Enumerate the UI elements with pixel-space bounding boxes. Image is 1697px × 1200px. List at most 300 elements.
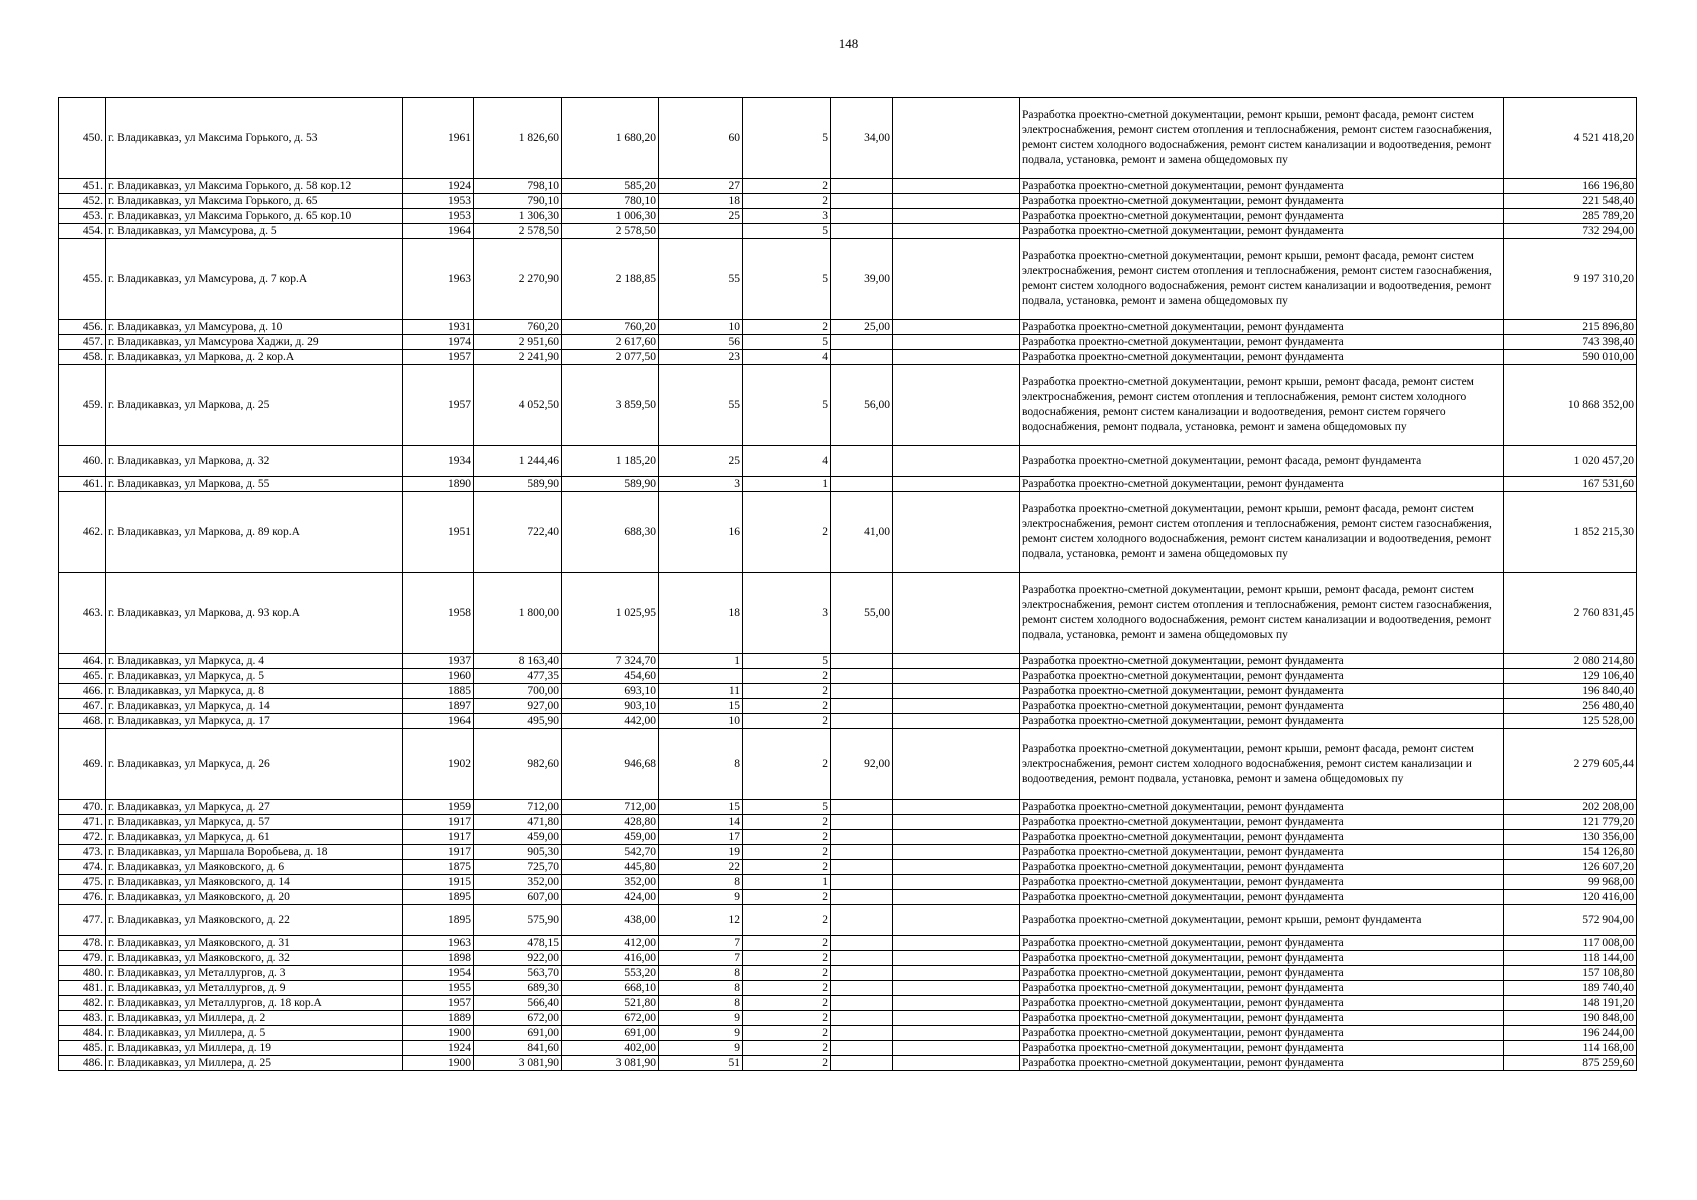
table-row [59, 446, 1637, 477]
table-row [59, 684, 1637, 699]
table-row [59, 350, 1637, 365]
year-cell: 1963 [403, 239, 474, 320]
floors-cell: 2 [743, 830, 831, 845]
blank-cell [893, 951, 1020, 966]
floors-cell: 2 [743, 1026, 831, 1041]
year-cell: 1890 [403, 477, 474, 492]
wear-cell [831, 699, 893, 714]
total-area-cell: 4 052,50 [474, 365, 562, 446]
residents-cell: 8 [659, 875, 743, 890]
living-area-cell: 521,80 [562, 996, 659, 1011]
address-cell: г. Владикавказ, ул Маркова, д. 93 кор.А [106, 573, 403, 654]
living-area-cell: 903,10 [562, 699, 659, 714]
residents-cell: 8 [659, 996, 743, 1011]
row-number: 460. [59, 446, 106, 477]
floors-cell: 1 [743, 477, 831, 492]
floors-cell: 2 [743, 320, 831, 335]
total-area-cell: 471,80 [474, 815, 562, 830]
total-area-cell: 1 800,00 [474, 573, 562, 654]
total-area-cell: 1 306,30 [474, 209, 562, 224]
cost-cell: 196 244,00 [1504, 1026, 1637, 1041]
floors-cell: 5 [743, 365, 831, 446]
total-area-cell: 563,70 [474, 966, 562, 981]
living-area-cell: 454,60 [562, 669, 659, 684]
total-area-cell: 927,00 [474, 699, 562, 714]
living-area-cell: 542,70 [562, 845, 659, 860]
wear-cell [831, 194, 893, 209]
blank-cell [893, 684, 1020, 699]
residents-cell: 56 [659, 335, 743, 350]
cost-cell: 126 607,20 [1504, 860, 1637, 875]
cost-cell: 215 896,80 [1504, 320, 1637, 335]
living-area-cell: 3 859,50 [562, 365, 659, 446]
table-row [59, 179, 1637, 194]
blank-cell [893, 1056, 1020, 1071]
blank-cell [893, 350, 1020, 365]
table-row [59, 573, 1637, 654]
wear-cell [831, 335, 893, 350]
living-area-cell: 7 324,70 [562, 654, 659, 669]
total-area-cell: 725,70 [474, 860, 562, 875]
total-area-cell: 760,20 [474, 320, 562, 335]
residents-cell: 15 [659, 800, 743, 815]
year-cell: 1915 [403, 875, 474, 890]
row-number: 457. [59, 335, 106, 350]
blank-cell [893, 714, 1020, 729]
year-cell: 1964 [403, 714, 474, 729]
address-cell: г. Владикавказ, ул Маркова, д. 25 [106, 365, 403, 446]
works-cell: Разработка проектно-сметной документации, ремонт фундамента [1020, 981, 1504, 996]
floors-cell: 1 [743, 875, 831, 890]
table-row [59, 714, 1637, 729]
cost-cell: 1 852 215,30 [1504, 492, 1637, 573]
living-area-cell: 589,90 [562, 477, 659, 492]
row-number: 467. [59, 699, 106, 714]
cost-cell: 157 108,80 [1504, 966, 1637, 981]
table-row [59, 981, 1637, 996]
floors-cell: 2 [743, 492, 831, 573]
total-area-cell: 575,90 [474, 905, 562, 936]
works-cell: Разработка проектно-сметной документации, ремонт фундамента [1020, 951, 1504, 966]
row-number: 474. [59, 860, 106, 875]
address-cell: г. Владикавказ, ул Максима Горького, д. 58 кор.12 [106, 179, 403, 194]
blank-cell [893, 996, 1020, 1011]
blank-cell [893, 845, 1020, 860]
address-cell: г. Владикавказ, ул Мамсурова Хаджи, д. 29 [106, 335, 403, 350]
works-cell: Разработка проектно-сметной документации, ремонт фундамента [1020, 996, 1504, 1011]
floors-cell: 2 [743, 815, 831, 830]
year-cell: 1957 [403, 996, 474, 1011]
total-area-cell: 798,10 [474, 179, 562, 194]
address-cell: г. Владикавказ, ул Металлургов, д. 18 кор.А [106, 996, 403, 1011]
works-cell: Разработка проектно-сметной документации, ремонт фундамента [1020, 179, 1504, 194]
floors-cell: 2 [743, 905, 831, 936]
works-cell: Разработка проектно-сметной документации, ремонт фундамента [1020, 714, 1504, 729]
cost-cell: 202 208,00 [1504, 800, 1637, 815]
floors-cell: 5 [743, 654, 831, 669]
works-cell: Разработка проектно-сметной документации, ремонт фундамента [1020, 1011, 1504, 1026]
cost-cell: 4 521 418,20 [1504, 98, 1637, 179]
living-area-cell: 668,10 [562, 981, 659, 996]
year-cell: 1955 [403, 981, 474, 996]
living-area-cell: 585,20 [562, 179, 659, 194]
year-cell: 1898 [403, 951, 474, 966]
wear-cell [831, 845, 893, 860]
residents-cell [659, 669, 743, 684]
address-cell: г. Владикавказ, ул Маркуса, д. 17 [106, 714, 403, 729]
address-cell: г. Владикавказ, ул Металлургов, д. 3 [106, 966, 403, 981]
table-row [59, 966, 1637, 981]
floors-cell: 5 [743, 239, 831, 320]
floors-cell: 2 [743, 860, 831, 875]
address-cell: г. Владикавказ, ул Маркуса, д. 5 [106, 669, 403, 684]
blank-cell [893, 224, 1020, 239]
living-area-cell: 402,00 [562, 1041, 659, 1056]
living-area-cell: 3 081,90 [562, 1056, 659, 1071]
table-row [59, 1041, 1637, 1056]
living-area-cell: 693,10 [562, 684, 659, 699]
table-row [59, 951, 1637, 966]
row-number: 471. [59, 815, 106, 830]
wear-cell: 39,00 [831, 239, 893, 320]
floors-cell: 3 [743, 209, 831, 224]
address-cell: г. Владикавказ, ул Маркуса, д. 4 [106, 654, 403, 669]
table-row [59, 320, 1637, 335]
residents-cell: 18 [659, 573, 743, 654]
wear-cell: 25,00 [831, 320, 893, 335]
cost-cell: 189 740,40 [1504, 981, 1637, 996]
address-cell: г. Владикавказ, ул Маяковского, д. 6 [106, 860, 403, 875]
table-row [59, 492, 1637, 573]
wear-cell [831, 1041, 893, 1056]
cost-cell: 121 779,20 [1504, 815, 1637, 830]
works-cell: Разработка проектно-сметной документации, ремонт фундамента [1020, 936, 1504, 951]
total-area-cell: 2 270,90 [474, 239, 562, 320]
row-number: 482. [59, 996, 106, 1011]
works-cell: Разработка проектно-сметной документации, ремонт фундамента [1020, 875, 1504, 890]
address-cell: г. Владикавказ, ул Максима Горького, д. 65 кор.10 [106, 209, 403, 224]
row-number: 485. [59, 1041, 106, 1056]
blank-cell [893, 477, 1020, 492]
table-row [59, 800, 1637, 815]
cost-cell: 590 010,00 [1504, 350, 1637, 365]
total-area-cell: 3 081,90 [474, 1056, 562, 1071]
works-cell: Разработка проектно-сметной документации, ремонт фундамента [1020, 1041, 1504, 1056]
works-cell: Разработка проектно-сметной документации, ремонт фундамента [1020, 684, 1504, 699]
row-number: 464. [59, 654, 106, 669]
cost-cell: 118 144,00 [1504, 951, 1637, 966]
works-cell: Разработка проектно-сметной документации, ремонт крыши, ремонт фасада, ремонт систем электроснабжения, ремонт систем отопления и теплоснабжения, ремонт систем газоснабжения, ремонт систем холодного водоснабжения, ремонт систем канализации и водоотведения, ремонт подвала, установка, ремонт и замена общедомовых пу [1020, 492, 1504, 573]
row-number: 456. [59, 320, 106, 335]
works-cell: Разработка проектно-сметной документации, ремонт фундамента [1020, 320, 1504, 335]
wear-cell [831, 224, 893, 239]
cost-cell: 125 528,00 [1504, 714, 1637, 729]
table-row [59, 830, 1637, 845]
floors-cell: 2 [743, 1041, 831, 1056]
total-area-cell: 478,15 [474, 936, 562, 951]
blank-cell [893, 830, 1020, 845]
wear-cell: 55,00 [831, 573, 893, 654]
address-cell: г. Владикавказ, ул Миллера, д. 19 [106, 1041, 403, 1056]
works-cell: Разработка проектно-сметной документации, ремонт фундамента [1020, 966, 1504, 981]
cost-cell: 99 968,00 [1504, 875, 1637, 890]
residents-cell: 10 [659, 320, 743, 335]
cost-cell: 120 416,00 [1504, 890, 1637, 905]
cost-cell: 285 789,20 [1504, 209, 1637, 224]
address-cell: г. Владикавказ, ул Максима Горького, д. 53 [106, 98, 403, 179]
works-cell: Разработка проектно-сметной документации, ремонт фундамента [1020, 845, 1504, 860]
row-number: 468. [59, 714, 106, 729]
living-area-cell: 459,00 [562, 830, 659, 845]
residents-cell: 7 [659, 951, 743, 966]
row-number: 478. [59, 936, 106, 951]
cost-cell: 9 197 310,20 [1504, 239, 1637, 320]
address-cell: г. Владикавказ, ул Мамсурова, д. 7 кор.А [106, 239, 403, 320]
total-area-cell: 2 951,60 [474, 335, 562, 350]
living-area-cell: 760,20 [562, 320, 659, 335]
living-area-cell: 2 617,60 [562, 335, 659, 350]
cost-cell: 1 020 457,20 [1504, 446, 1637, 477]
year-cell: 1900 [403, 1026, 474, 1041]
blank-cell [893, 890, 1020, 905]
floors-cell: 3 [743, 573, 831, 654]
residents-cell [659, 224, 743, 239]
blank-cell [893, 875, 1020, 890]
residents-cell: 16 [659, 492, 743, 573]
wear-cell: 56,00 [831, 365, 893, 446]
works-cell: Разработка проектно-сметной документации, ремонт фундамента [1020, 477, 1504, 492]
total-area-cell: 905,30 [474, 845, 562, 860]
floors-cell: 2 [743, 714, 831, 729]
floors-cell: 4 [743, 350, 831, 365]
address-cell: г. Владикавказ, ул Маркова, д. 55 [106, 477, 403, 492]
residents-cell: 9 [659, 1011, 743, 1026]
table-row [59, 936, 1637, 951]
table-row [59, 699, 1637, 714]
residents-cell: 51 [659, 1056, 743, 1071]
wear-cell [831, 1026, 893, 1041]
works-cell: Разработка проектно-сметной документации, ремонт фасада, ремонт фундамента [1020, 446, 1504, 477]
residents-cell: 9 [659, 890, 743, 905]
wear-cell [831, 654, 893, 669]
works-cell: Разработка проектно-сметной документации, ремонт фундамента [1020, 830, 1504, 845]
residents-cell: 23 [659, 350, 743, 365]
address-cell: г. Владикавказ, ул Маркуса, д. 14 [106, 699, 403, 714]
floors-cell: 2 [743, 194, 831, 209]
wear-cell [831, 209, 893, 224]
table-row [59, 1011, 1637, 1026]
blank-cell [893, 815, 1020, 830]
total-area-cell: 922,00 [474, 951, 562, 966]
residents-cell: 19 [659, 845, 743, 860]
total-area-cell: 459,00 [474, 830, 562, 845]
blank-cell [893, 365, 1020, 446]
total-area-cell: 477,35 [474, 669, 562, 684]
total-area-cell: 712,00 [474, 800, 562, 815]
living-area-cell: 2 578,50 [562, 224, 659, 239]
residents-cell: 8 [659, 981, 743, 996]
wear-cell: 41,00 [831, 492, 893, 573]
floors-cell: 2 [743, 179, 831, 194]
living-area-cell: 1 006,30 [562, 209, 659, 224]
address-cell: г. Владикавказ, ул Маркуса, д. 27 [106, 800, 403, 815]
table-row [59, 335, 1637, 350]
floors-cell: 2 [743, 936, 831, 951]
table-row [59, 890, 1637, 905]
address-cell: г. Владикавказ, ул Мамсурова, д. 10 [106, 320, 403, 335]
address-cell: г. Владикавказ, ул Маркова, д. 2 кор.А [106, 350, 403, 365]
row-number: 452. [59, 194, 106, 209]
living-area-cell: 688,30 [562, 492, 659, 573]
blank-cell [893, 1026, 1020, 1041]
address-cell: г. Владикавказ, ул Маркова, д. 89 кор.А [106, 492, 403, 573]
living-area-cell: 2 188,85 [562, 239, 659, 320]
total-area-cell: 672,00 [474, 1011, 562, 1026]
year-cell: 1895 [403, 905, 474, 936]
works-cell: Разработка проектно-сметной документации, ремонт фундамента [1020, 800, 1504, 815]
floors-cell: 2 [743, 1011, 831, 1026]
address-cell: г. Владикавказ, ул Маяковского, д. 20 [106, 890, 403, 905]
year-cell: 1917 [403, 815, 474, 830]
floors-cell: 5 [743, 98, 831, 179]
living-area-cell: 1 025,95 [562, 573, 659, 654]
address-cell: г. Владикавказ, ул Маркуса, д. 8 [106, 684, 403, 699]
row-number: 486. [59, 1056, 106, 1071]
cost-cell: 10 868 352,00 [1504, 365, 1637, 446]
wear-cell [831, 800, 893, 815]
table-row [59, 194, 1637, 209]
blank-cell [893, 729, 1020, 800]
row-number: 465. [59, 669, 106, 684]
cost-cell: 130 356,00 [1504, 830, 1637, 845]
table-row [59, 224, 1637, 239]
floors-cell: 5 [743, 224, 831, 239]
building-repair-table [58, 97, 1637, 1071]
wear-cell [831, 669, 893, 684]
total-area-cell: 700,00 [474, 684, 562, 699]
table-row [59, 860, 1637, 875]
works-cell: Разработка проектно-сметной документации, ремонт фундамента [1020, 815, 1504, 830]
row-number: 450. [59, 98, 106, 179]
residents-cell: 14 [659, 815, 743, 830]
residents-cell: 9 [659, 1041, 743, 1056]
total-area-cell: 841,60 [474, 1041, 562, 1056]
table-row [59, 239, 1637, 320]
year-cell: 1974 [403, 335, 474, 350]
works-cell: Разработка проектно-сметной документации, ремонт фундамента [1020, 699, 1504, 714]
total-area-cell: 8 163,40 [474, 654, 562, 669]
blank-cell [893, 335, 1020, 350]
row-number: 459. [59, 365, 106, 446]
year-cell: 1875 [403, 860, 474, 875]
cost-cell: 2 080 214,80 [1504, 654, 1637, 669]
works-cell: Разработка проектно-сметной документации, ремонт фундамента [1020, 1056, 1504, 1071]
cost-cell: 196 840,40 [1504, 684, 1637, 699]
residents-cell: 25 [659, 446, 743, 477]
year-cell: 1937 [403, 654, 474, 669]
works-cell: Разработка проектно-сметной документации, ремонт фундамента [1020, 224, 1504, 239]
blank-cell [893, 800, 1020, 815]
address-cell: г. Владикавказ, ул Миллера, д. 5 [106, 1026, 403, 1041]
living-area-cell: 412,00 [562, 936, 659, 951]
works-cell: Разработка проектно-сметной документации, ремонт фундамента [1020, 860, 1504, 875]
year-cell: 1917 [403, 845, 474, 860]
wear-cell [831, 951, 893, 966]
works-cell: Разработка проектно-сметной документации, ремонт фундамента [1020, 194, 1504, 209]
row-number: 475. [59, 875, 106, 890]
address-cell: г. Владикавказ, ул Маркуса, д. 26 [106, 729, 403, 800]
row-number: 472. [59, 830, 106, 845]
year-cell: 1895 [403, 890, 474, 905]
wear-cell [831, 890, 893, 905]
residents-cell: 17 [659, 830, 743, 845]
table-row [59, 905, 1637, 936]
table-row [59, 815, 1637, 830]
floors-cell: 2 [743, 1056, 831, 1071]
blank-cell [893, 669, 1020, 684]
table-row [59, 1026, 1637, 1041]
total-area-cell: 589,90 [474, 477, 562, 492]
wear-cell [831, 684, 893, 699]
residents-cell: 8 [659, 966, 743, 981]
cost-cell: 732 294,00 [1504, 224, 1637, 239]
year-cell: 1931 [403, 320, 474, 335]
residents-cell: 18 [659, 194, 743, 209]
address-cell: г. Владикавказ, ул Маяковского, д. 31 [106, 936, 403, 951]
living-area-cell: 712,00 [562, 800, 659, 815]
row-number: 473. [59, 845, 106, 860]
total-area-cell: 2 241,90 [474, 350, 562, 365]
address-cell: г. Владикавказ, ул Маяковского, д. 22 [106, 905, 403, 936]
total-area-cell: 352,00 [474, 875, 562, 890]
row-number: 458. [59, 350, 106, 365]
wear-cell [831, 1011, 893, 1026]
blank-cell [893, 654, 1020, 669]
wear-cell: 34,00 [831, 98, 893, 179]
cost-cell: 167 531,60 [1504, 477, 1637, 492]
row-number: 454. [59, 224, 106, 239]
blank-cell [893, 981, 1020, 996]
address-cell: г. Владикавказ, ул Маркуса, д. 61 [106, 830, 403, 845]
wear-cell [831, 350, 893, 365]
wear-cell [831, 446, 893, 477]
row-number: 455. [59, 239, 106, 320]
year-cell: 1889 [403, 1011, 474, 1026]
floors-cell: 5 [743, 335, 831, 350]
floors-cell: 2 [743, 845, 831, 860]
row-number: 469. [59, 729, 106, 800]
floors-cell: 2 [743, 890, 831, 905]
blank-cell [893, 492, 1020, 573]
row-number: 462. [59, 492, 106, 573]
total-area-cell: 1 826,60 [474, 98, 562, 179]
year-cell: 1924 [403, 1041, 474, 1056]
works-cell: Разработка проектно-сметной документации, ремонт фундамента [1020, 350, 1504, 365]
residents-cell: 7 [659, 936, 743, 951]
cost-cell: 2 760 831,45 [1504, 573, 1637, 654]
year-cell: 1964 [403, 224, 474, 239]
year-cell: 1902 [403, 729, 474, 800]
residents-cell: 3 [659, 477, 743, 492]
total-area-cell: 689,30 [474, 981, 562, 996]
wear-cell [831, 860, 893, 875]
year-cell: 1951 [403, 492, 474, 573]
address-cell: г. Владикавказ, ул Миллера, д. 25 [106, 1056, 403, 1071]
blank-cell [893, 1041, 1020, 1056]
address-cell: г. Владикавказ, ул Максима Горького, д. 65 [106, 194, 403, 209]
living-area-cell: 1 680,20 [562, 98, 659, 179]
blank-cell [893, 446, 1020, 477]
